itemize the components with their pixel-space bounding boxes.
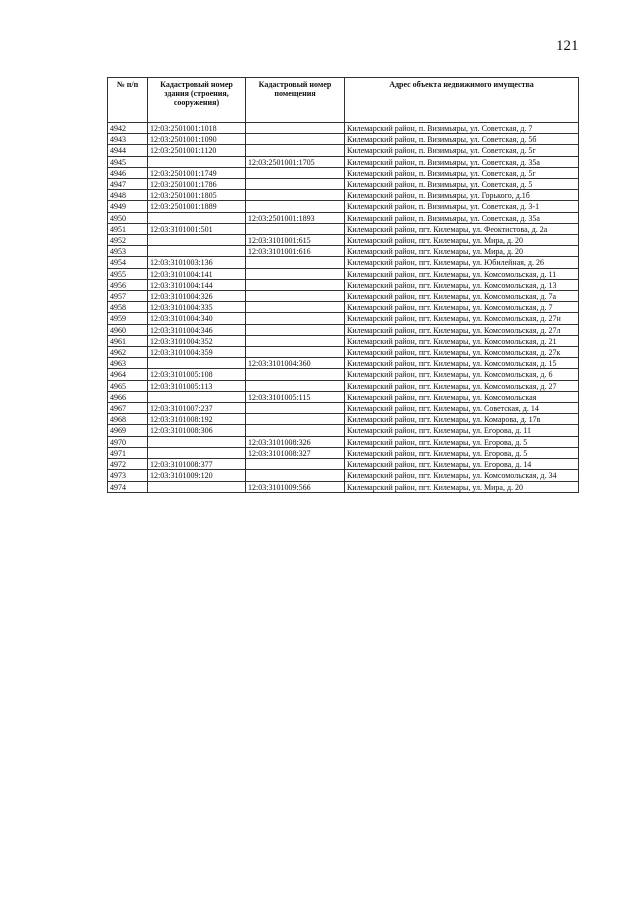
building-cadastral-number — [148, 235, 246, 246]
address: Килемарский район, п. Визимьяры, ул. Советская, д. 5б — [345, 134, 579, 145]
address: Килемарский район, пгт. Килемары, ул. Комсомольская, д. 7 — [345, 302, 579, 313]
premise-cadastral-number — [246, 134, 345, 145]
address: Килемарский район, пгт. Килемары, ул. Мира, д. 20 — [345, 246, 579, 257]
building-cadastral-number — [148, 447, 246, 458]
address: Килемарский район, пгт. Килемары, ул. Комсомольская, д. 21 — [345, 335, 579, 346]
table-row — [108, 123, 579, 134]
building-cadastral-number: 12:03:2501001:1018 — [148, 123, 246, 134]
building-cadastral-number: 12:03:3101004:359 — [148, 347, 246, 358]
table-row — [108, 279, 579, 290]
table-row — [108, 302, 579, 313]
table-row — [108, 459, 579, 470]
table-row — [108, 190, 579, 201]
address: Килемарский район, пгт. Килемары, ул. Мира, д. 20 — [345, 481, 579, 492]
premise-cadastral-number — [246, 123, 345, 134]
premise-cadastral-number — [246, 459, 345, 470]
building-cadastral-number: 12:03:3101005:108 — [148, 369, 246, 380]
address: Килемарский район, пгт. Килемары, ул. Комсомольская, д. 15 — [345, 358, 579, 369]
address: Килемарский район, пгт. Килемары, ул. Егорова, д. 5 — [345, 447, 579, 458]
address: Килемарский район, пгт. Килемары, ул. Юбилейная, д. 26 — [345, 257, 579, 268]
table-row — [108, 380, 579, 391]
building-cadastral-number: 12:03:3101004:346 — [148, 324, 246, 335]
building-cadastral-number — [148, 481, 246, 492]
header-building-cadastral: Кадастровый номер здания (строения, сооружения) — [148, 78, 246, 123]
building-cadastral-number: 12:03:2501001:1805 — [148, 190, 246, 201]
table-row — [108, 369, 579, 380]
premise-cadastral-number: 12:03:3101009:566 — [246, 481, 345, 492]
premise-cadastral-number — [246, 380, 345, 391]
table-row — [108, 481, 579, 492]
row-number: 4942 — [108, 123, 148, 134]
building-cadastral-number: 12:03:3101004:326 — [148, 291, 246, 302]
table-row — [108, 201, 579, 212]
address: Килемарский район, пгт. Килемары, ул. Комсомольская, д. 27л — [345, 324, 579, 335]
address: Килемарский район, п. Визимьяры, ул. Советская, д. 5г — [345, 167, 579, 178]
address: Килемарский район, п. Визимьяры, ул. Советская, д. 5г — [345, 145, 579, 156]
premise-cadastral-number — [246, 291, 345, 302]
address: Килемарский район, пгт. Килемары, ул. Феоктистова, д. 2а — [345, 223, 579, 234]
table-row — [108, 335, 579, 346]
premise-cadastral-number — [246, 324, 345, 335]
address: Килемарский район, пгт. Килемары, ул. Егорова, д. 5 — [345, 436, 579, 447]
table-row — [108, 447, 579, 458]
header-premise-cadastral: Кадастровый номер помещения — [246, 78, 345, 123]
table-row — [108, 414, 579, 425]
building-cadastral-number: 12:03:3101004:352 — [148, 335, 246, 346]
table-body — [108, 123, 579, 493]
row-number: 4961 — [108, 335, 148, 346]
premise-cadastral-number: 12:03:3101004:360 — [246, 358, 345, 369]
premise-cadastral-number — [246, 313, 345, 324]
building-cadastral-number — [148, 358, 246, 369]
building-cadastral-number: 12:03:3101008:306 — [148, 425, 246, 436]
row-number: 4949 — [108, 201, 148, 212]
address: Килемарский район, п. Визимьяры, ул. Советская, д. 35а — [345, 212, 579, 223]
building-cadastral-number: 12:03:3101007:237 — [148, 403, 246, 414]
row-number: 4972 — [108, 459, 148, 470]
building-cadastral-number: 12:03:2501001:1090 — [148, 134, 246, 145]
premise-cadastral-number — [246, 145, 345, 156]
building-cadastral-number — [148, 212, 246, 223]
address: Килемарский район, п. Визимьяры, ул. Советская, д. 35а — [345, 156, 579, 167]
building-cadastral-number: 12:03:3101008:192 — [148, 414, 246, 425]
row-number: 4970 — [108, 436, 148, 447]
address: Килемарский район, п. Визимьяры, ул. Советская, д. 5 — [345, 179, 579, 190]
row-number: 4958 — [108, 302, 148, 313]
row-number: 4967 — [108, 403, 148, 414]
table-row — [108, 212, 579, 223]
row-number: 4948 — [108, 190, 148, 201]
premise-cadastral-number: 12:03:3101005:115 — [246, 391, 345, 402]
premise-cadastral-number — [246, 223, 345, 234]
building-cadastral-number: 12:03:2501001:1749 — [148, 167, 246, 178]
row-number: 4946 — [108, 167, 148, 178]
row-number: 4951 — [108, 223, 148, 234]
premise-cadastral-number — [246, 335, 345, 346]
address: Килемарский район, пгт. Килемары, ул. Комарова, д. 17в — [345, 414, 579, 425]
address: Килемарский район, пгт. Килемары, ул. Мира, д. 20 — [345, 235, 579, 246]
premise-cadastral-number — [246, 403, 345, 414]
building-cadastral-number — [148, 156, 246, 167]
premise-cadastral-number — [246, 425, 345, 436]
header-address: Адрес объекта недвижимого имущества — [345, 78, 579, 123]
address: Килемарский район, п. Визимьяры, ул. Советская, д. 7 — [345, 123, 579, 134]
table-row — [108, 470, 579, 481]
table-row — [108, 391, 579, 402]
premise-cadastral-number — [246, 414, 345, 425]
row-number: 4953 — [108, 246, 148, 257]
building-cadastral-number: 12:03:2501001:1889 — [148, 201, 246, 212]
row-number: 4965 — [108, 380, 148, 391]
table-row — [108, 291, 579, 302]
building-cadastral-number: 12:03:3101004:335 — [148, 302, 246, 313]
table-row — [108, 257, 579, 268]
table-row — [108, 436, 579, 447]
row-number: 4960 — [108, 324, 148, 335]
page-number: 121 — [556, 38, 579, 54]
table-row — [108, 145, 579, 156]
row-number: 4962 — [108, 347, 148, 358]
row-number: 4959 — [108, 313, 148, 324]
row-number: 4954 — [108, 257, 148, 268]
address: Килемарский район, п. Визимьяры, ул. Советская, д. 3-1 — [345, 201, 579, 212]
premise-cadastral-number: 12:03:2501001:1705 — [246, 156, 345, 167]
premise-cadastral-number — [246, 268, 345, 279]
address: Килемарский район, пгт. Килемары, ул. Комсомольская, д. 27к — [345, 347, 579, 358]
premise-cadastral-number — [246, 201, 345, 212]
premise-cadastral-number — [246, 279, 345, 290]
table-row — [108, 324, 579, 335]
row-number: 4966 — [108, 391, 148, 402]
premise-cadastral-number — [246, 167, 345, 178]
premise-cadastral-number: 12:03:3101008:327 — [246, 447, 345, 458]
row-number: 4947 — [108, 179, 148, 190]
address: Килемарский район, пгт. Килемары, ул. Комсомольская, д. 27н — [345, 313, 579, 324]
row-number: 4956 — [108, 279, 148, 290]
row-number: 4955 — [108, 268, 148, 279]
address: Килемарский район, п. Визимьяры, ул. Горького, д.1б — [345, 190, 579, 201]
table-row — [108, 358, 579, 369]
premise-cadastral-number: 12:03:3101001:615 — [246, 235, 345, 246]
building-cadastral-number — [148, 436, 246, 447]
address: Килемарский район, пгт. Килемары, ул. Комсомольская, д. 27 — [345, 380, 579, 391]
building-cadastral-number — [148, 246, 246, 257]
table-row — [108, 268, 579, 279]
address: Килемарский район, пгт. Килемары, ул. Комсомольская — [345, 391, 579, 402]
header-number: № п/п — [108, 78, 148, 123]
row-number: 4945 — [108, 156, 148, 167]
property-register-table — [107, 77, 579, 493]
building-cadastral-number: 12:03:3101004:141 — [148, 268, 246, 279]
row-number: 4952 — [108, 235, 148, 246]
table-row — [108, 313, 579, 324]
address: Килемарский район, пгт. Килемары, ул. Комсомольская, д. 13 — [345, 279, 579, 290]
table-row — [108, 235, 579, 246]
table-row — [108, 223, 579, 234]
building-cadastral-number: 12:03:3101001:501 — [148, 223, 246, 234]
premise-cadastral-number — [246, 302, 345, 313]
address: Килемарский район, пгт. Килемары, ул. Комсомольская, д. 11 — [345, 268, 579, 279]
row-number: 4964 — [108, 369, 148, 380]
building-cadastral-number: 12:03:2501001:1120 — [148, 145, 246, 156]
premise-cadastral-number: 12:03:3101008:326 — [246, 436, 345, 447]
table-row — [108, 179, 579, 190]
row-number: 4974 — [108, 481, 148, 492]
building-cadastral-number: 12:03:3101003:136 — [148, 257, 246, 268]
address: Килемарский район, пгт. Килемары, ул. Егорова, д. 11 — [345, 425, 579, 436]
address: Килемарский район, пгт. Килемары, ул. Егорова, д. 14 — [345, 459, 579, 470]
building-cadastral-number: 12:03:2501001:1786 — [148, 179, 246, 190]
premise-cadastral-number — [246, 369, 345, 380]
table-row — [108, 403, 579, 414]
table-row — [108, 425, 579, 436]
row-number: 4973 — [108, 470, 148, 481]
premise-cadastral-number — [246, 179, 345, 190]
row-number: 4957 — [108, 291, 148, 302]
row-number: 4968 — [108, 414, 148, 425]
row-number: 4944 — [108, 145, 148, 156]
table-header-row — [108, 78, 579, 123]
premise-cadastral-number: 12:03:3101001:616 — [246, 246, 345, 257]
building-cadastral-number: 12:03:3101009:120 — [148, 470, 246, 481]
building-cadastral-number: 12:03:3101005:113 — [148, 380, 246, 391]
building-cadastral-number: 12:03:3101004:144 — [148, 279, 246, 290]
table-row — [108, 156, 579, 167]
address: Килемарский район, пгт. Килемары, ул. Комсомольская, д. 34 — [345, 470, 579, 481]
premise-cadastral-number — [246, 347, 345, 358]
table-row — [108, 167, 579, 178]
table-row — [108, 246, 579, 257]
table-row — [108, 347, 579, 358]
building-cadastral-number: 12:03:3101004:340 — [148, 313, 246, 324]
building-cadastral-number: 12:03:3101008:377 — [148, 459, 246, 470]
address: Килемарский район, пгт. Килемары, ул. Комсомольская, д. 6 — [345, 369, 579, 380]
premise-cadastral-number — [246, 190, 345, 201]
premise-cadastral-number — [246, 470, 345, 481]
row-number: 4969 — [108, 425, 148, 436]
premise-cadastral-number: 12:03:2501001:1893 — [246, 212, 345, 223]
address: Килемарский район, пгт. Килемары, ул. Советская, д. 14 — [345, 403, 579, 414]
row-number: 4950 — [108, 212, 148, 223]
table-row — [108, 134, 579, 145]
row-number: 4971 — [108, 447, 148, 458]
row-number: 4943 — [108, 134, 148, 145]
row-number: 4963 — [108, 358, 148, 369]
premise-cadastral-number — [246, 257, 345, 268]
address: Килемарский район, пгт. Килемары, ул. Комсомольская, д. 7а — [345, 291, 579, 302]
building-cadastral-number — [148, 391, 246, 402]
